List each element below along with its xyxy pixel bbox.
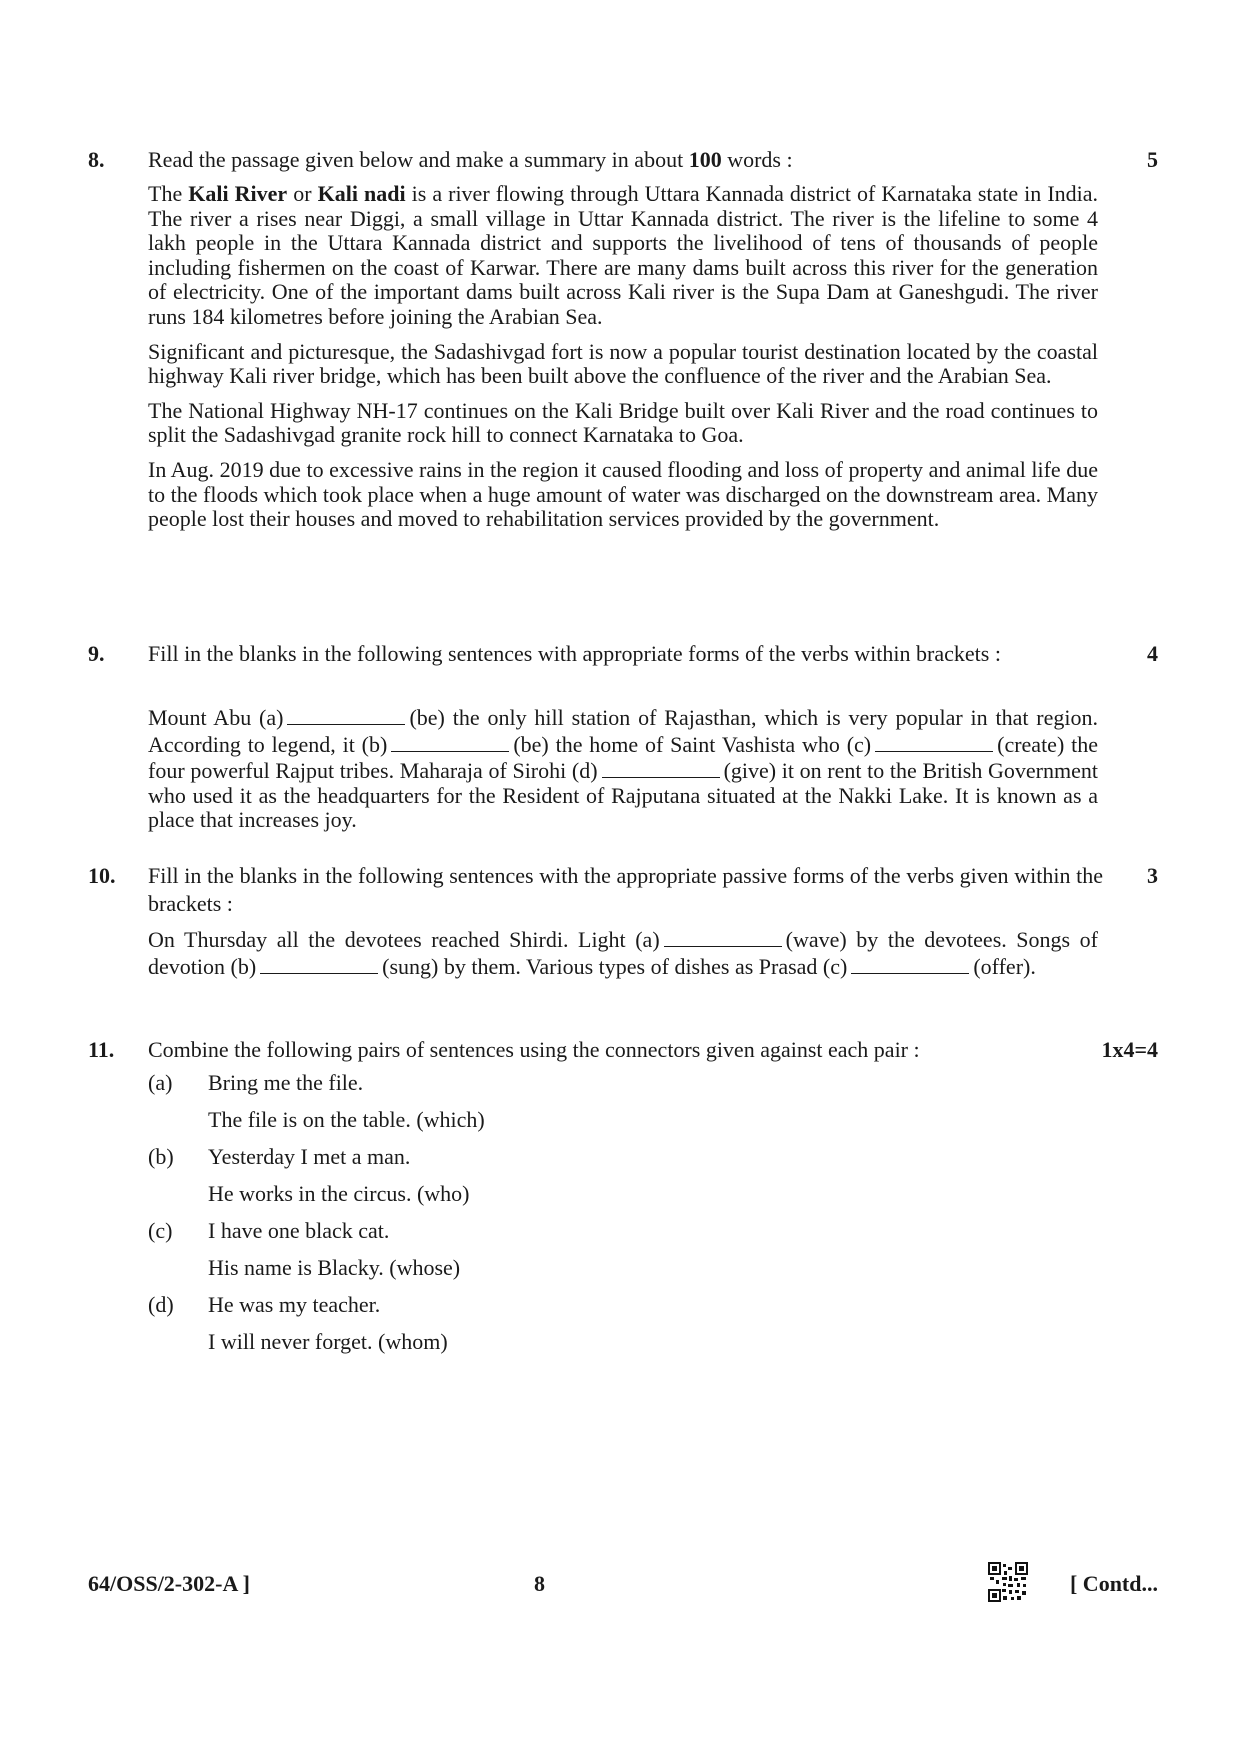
pair-label: (a)	[148, 1070, 173, 1095]
fill-blanks-text: On Thursday all the devotees reached Shirdi. Light (a) (wave) by the devotees. Songs of devotion (b) (sung) by them. Various types of dishes as Prasad (c) (offer).	[148, 927, 1098, 979]
question-11-header	[88, 1036, 1158, 1064]
question-marks: 1x4=4	[1101, 1037, 1158, 1062]
paper-code: 64/OSS/2-302-A ]	[88, 1571, 250, 1596]
passage-paragraph-4: In Aug. 2019 due to excessive rains in the region it caused flooding and loss of property and animal life due to the floods which took place when a huge amount of water was discharged on the downstream area. Many people lost their houses and moved to rehabilitation services provided by the government.	[148, 456, 1098, 532]
sentence: Yesterday I met a man.	[208, 1144, 411, 1169]
fill-blanks-text: Mount Abu (a) (be) the only hill station of Rajasthan, which is very popular in that region. According to legend, it (b) (be) the home of Saint Vashista who (c) (create) the four powerful Rajput tribes. Maharaja of Sirohi (d) (give) it on rent to the British Government who used it as the headquarters for the Resident of Rajputana situated at the Nakki Lake. It is known as a place that increases joy.	[148, 705, 1099, 833]
question-number: 10.	[88, 863, 116, 888]
question-marks: 3	[1147, 863, 1158, 888]
passage-paragraph-1: The Kali River or Kali nadi is a river flowing through Uttara Kannada district of Karnataka state in India. The river a rises near Diggi, a small village in Uttar Kannada district. The river is the lifeline to some 4 lakh people in the Uttara Kannada district and supports the livelihood of tens of thousands of people including fishermen on the coast of Karwar. There are many dams built across this river for the generation of electricity. One of the important dams built across Kali river is the Supa Dam at Ganeshgudi. The river runs 184 kilometres before joining the Arabian Sea.	[148, 181, 1099, 329]
continued-label: [ Contd...	[1069, 1571, 1158, 1596]
question-marks: 4	[1147, 641, 1158, 666]
passage	[148, 182, 1098, 532]
question-8-header	[88, 146, 1158, 174]
question-11	[88, 1036, 1158, 1365]
page-footer	[88, 1562, 1158, 1602]
answer-blank[interactable]	[391, 731, 509, 752]
question-number: 11.	[88, 1037, 115, 1062]
sentence: The file is on the table. (which)	[208, 1107, 485, 1132]
answer-blank[interactable]	[851, 953, 969, 974]
qr-code-icon	[988, 1562, 1028, 1602]
question-prompt: Fill in the blanks in the following sentences with appropriate forms of the verbs within brackets :	[148, 641, 1001, 666]
answer-blank[interactable]	[260, 953, 378, 974]
question-prompt: Read the passage given below and make a summary in about 100 words :	[148, 147, 793, 172]
question-10-header	[88, 862, 1158, 918]
sentence: I have one black cat.	[208, 1218, 390, 1243]
pair-label: (b)	[148, 1144, 174, 1169]
sentence: He was my teacher.	[208, 1292, 381, 1317]
question-number: 8.	[88, 147, 105, 172]
pair-label: (c)	[148, 1218, 173, 1243]
question-9	[88, 640, 1158, 833]
page-number: 8	[534, 1571, 545, 1596]
answer-blank[interactable]	[602, 757, 720, 778]
question-prompt: Combine the following pairs of sentences using the connectors given against each pair :	[148, 1037, 920, 1062]
sentence: Bring me the file.	[208, 1070, 364, 1095]
sentence-pair	[148, 1217, 1158, 1291]
sentence-pair	[148, 1143, 1158, 1217]
passage-paragraph-3: The National Highway NH-17 continues on the Kali Bridge built over Kali River and the road continues to split the Sadashivgad granite rock hill to connect Karnataka to Goa.	[148, 397, 1098, 448]
question-number: 9.	[88, 641, 105, 666]
sentence: His name is Blacky. (whose)	[208, 1255, 461, 1280]
sentence: I will never forget. (whom)	[208, 1329, 448, 1354]
passage-paragraph-2: Significant and picturesque, the Sadashivgad fort is now a popular tourist destination located by the coastal highway Kali river bridge, which has been built above the confluence of the river and the Arabian Sea.	[148, 338, 1098, 389]
pair-label: (d)	[148, 1292, 174, 1317]
question-10	[88, 862, 1158, 979]
answer-blank[interactable]	[875, 731, 993, 752]
sentence-pairs	[88, 1069, 1158, 1365]
sentence-pair	[148, 1069, 1158, 1143]
sentence: He works in the circus. (who)	[208, 1181, 470, 1206]
question-marks: 5	[1147, 147, 1158, 172]
answer-blank[interactable]	[287, 704, 405, 725]
answer-blank[interactable]	[664, 926, 782, 947]
sentence-pair	[148, 1291, 1158, 1365]
question-8	[88, 146, 1158, 532]
question-prompt: Fill in the blanks in the following sentences with the appropriate passive forms of the verbs given within the brackets :	[148, 863, 1103, 916]
question-9-header	[88, 640, 1158, 696]
